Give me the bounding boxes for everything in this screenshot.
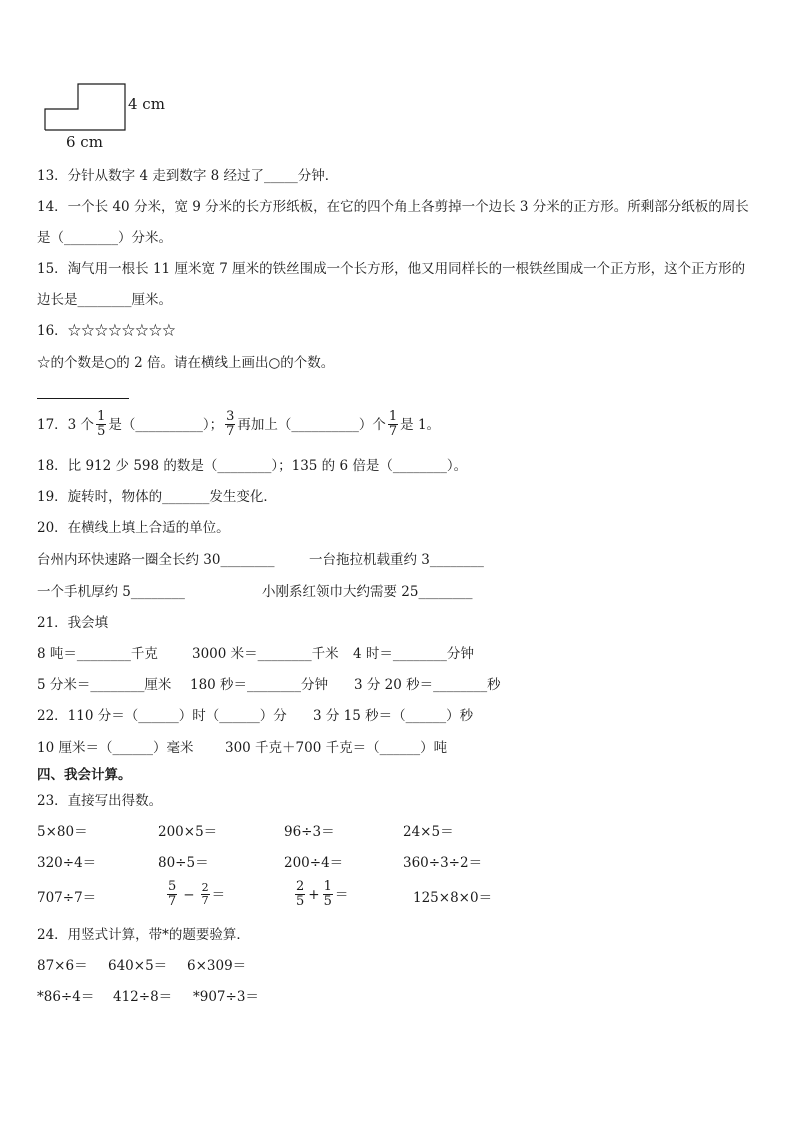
question-21-r2c: 3 分 20 秒＝________秒 — [354, 677, 501, 693]
fraction-numerator: 3 — [226, 409, 235, 424]
question-22-r1a: 22．110 分＝（______）时（______）分 — [37, 708, 287, 724]
question-22-r2b: 300 千克＋700 千克＝（______）吨 — [225, 740, 448, 756]
q17-part-b: 是（__________）； — [108, 416, 224, 433]
figure-width-label: 6 cm — [66, 133, 103, 151]
calc-item: 87×6＝ — [37, 958, 88, 974]
question-13: 13．分针从数字 4 走到数字 8 经过了_____分钟． — [37, 168, 339, 184]
question-20-item-c: 一个手机厚约 5________ — [37, 584, 185, 600]
question-23-title: 23．直接写出得数。 — [37, 793, 163, 809]
question-16-line1: 16．☆☆☆☆☆☆☆☆ — [37, 323, 176, 339]
question-21-r1a: 8 吨＝________千克 — [37, 646, 158, 662]
fraction-denominator: 7 — [388, 424, 398, 439]
calc-item: 5×80＝ — [37, 824, 88, 840]
calc-item: 707÷7＝ — [37, 890, 97, 906]
calc-item: 200÷4＝ — [284, 855, 344, 871]
question-22-r1b: 3 分 15 秒＝（______）秒 — [313, 708, 474, 724]
fraction-three-sevenths — [225, 410, 235, 439]
fraction-numerator: 1 — [388, 409, 398, 424]
calc-item: 96÷3＝ — [284, 824, 335, 840]
equals-sign: ＝ — [211, 886, 226, 903]
fraction-numerator: 1 — [323, 879, 332, 894]
question-21-r1b: 3000 米＝________千米 — [192, 646, 339, 662]
question-15-line2: 边长是________厘米。 — [37, 292, 172, 308]
question-17 — [37, 410, 440, 439]
figure-height-label: 4 cm — [128, 95, 165, 113]
fraction — [323, 880, 333, 909]
fraction-denominator: 5 — [296, 894, 305, 909]
question-20-item-d: 小刚系红领巾大约需要 25________ — [262, 584, 473, 600]
calc-item: 80÷5＝ — [158, 855, 209, 871]
calc-item: *86÷4＝ — [37, 989, 95, 1005]
fraction-one-seventh — [388, 410, 398, 439]
question-21-r2a: 5 分米＝________厘米 — [37, 677, 172, 693]
equals-sign: ＝ — [334, 886, 349, 903]
question-15-line1: 15．淘气用一根长 11 厘米宽 7 厘米的铁丝围成一个长方形，他又用同样长的一根铁丝围成一个正方形，这个正方形的 — [37, 261, 746, 277]
question-18: 18．比 912 少 598 的数是（________）；135 的 6 倍是（________）。 — [37, 458, 468, 474]
fraction-denominator: 5 — [323, 894, 332, 909]
calc-item: 360÷3÷2＝ — [403, 855, 483, 871]
q17-part-d: 是 1。 — [400, 416, 441, 433]
question-22-r2a: 10 厘米＝（______）毫米 — [37, 740, 194, 756]
fraction-denominator: 7 — [168, 894, 177, 909]
fraction-denominator: 7 — [201, 894, 209, 907]
question-20-item-b: 一台拖拉机载重约 3________ — [309, 552, 484, 568]
question-14-line1: 14．一个长 40 分米，宽 9 分米的长方形纸板，在它的四个角上各剪掉一个边长 3 分米的正方形。所剩部分纸板的周长 — [37, 199, 749, 215]
question-20-item-a: 台州内环快速路一圈全长约 30________ — [37, 552, 275, 568]
minus-operator: − — [183, 886, 195, 903]
calc-item: 640×5＝ — [108, 958, 168, 974]
calc-item: 125×8×0＝ — [413, 890, 493, 906]
q17-part-c: 再加上（__________）个 — [237, 416, 386, 433]
question-20-title: 20．在横线上填上合适的单位。 — [37, 520, 230, 536]
question-14-line2: 是（________）分米。 — [37, 230, 172, 246]
fraction-numerator: 1 — [97, 409, 106, 424]
answer-line — [37, 398, 129, 399]
plus-operator: + — [308, 886, 320, 903]
calc-item: 320÷4＝ — [37, 855, 97, 871]
question-21-r2b: 180 秒＝________分钟 — [190, 677, 329, 693]
calc-item: *907÷3＝ — [193, 989, 259, 1005]
question-21-title: 21．我会填 — [37, 615, 109, 631]
fraction — [201, 882, 210, 907]
fraction — [295, 880, 305, 909]
fraction-subtraction — [165, 880, 225, 909]
question-19: 19．旋转时，物体的_______发生变化． — [37, 489, 277, 505]
fraction-numerator: 2 — [296, 879, 305, 894]
calc-item: 24×5＝ — [403, 824, 454, 840]
fraction — [167, 880, 177, 909]
fraction-denominator: 7 — [226, 424, 235, 439]
calc-item: 200×5＝ — [158, 824, 218, 840]
question-24-title: 24．用竖式计算，带*的题要验算． — [37, 927, 250, 943]
fraction-numerator: 5 — [168, 879, 177, 894]
calc-item: 6×309＝ — [187, 958, 247, 974]
step-shape-figure — [40, 80, 180, 150]
question-16-line2: ☆的个数是○的 2 倍。请在横线上画出○的个数。 — [37, 355, 335, 371]
fraction-numerator: 2 — [201, 881, 209, 894]
calc-item: 412÷8＝ — [113, 989, 173, 1005]
question-21-r1c: 4 时＝________分钟 — [353, 646, 474, 662]
q17-part-a: 17．3 个 — [37, 416, 95, 433]
fraction-addition — [293, 880, 348, 909]
fraction-one-fifth — [96, 410, 106, 439]
fraction-denominator: 5 — [97, 424, 106, 439]
section-heading: 四、我会计算。 — [37, 767, 132, 783]
step-shape-outline — [45, 84, 125, 130]
